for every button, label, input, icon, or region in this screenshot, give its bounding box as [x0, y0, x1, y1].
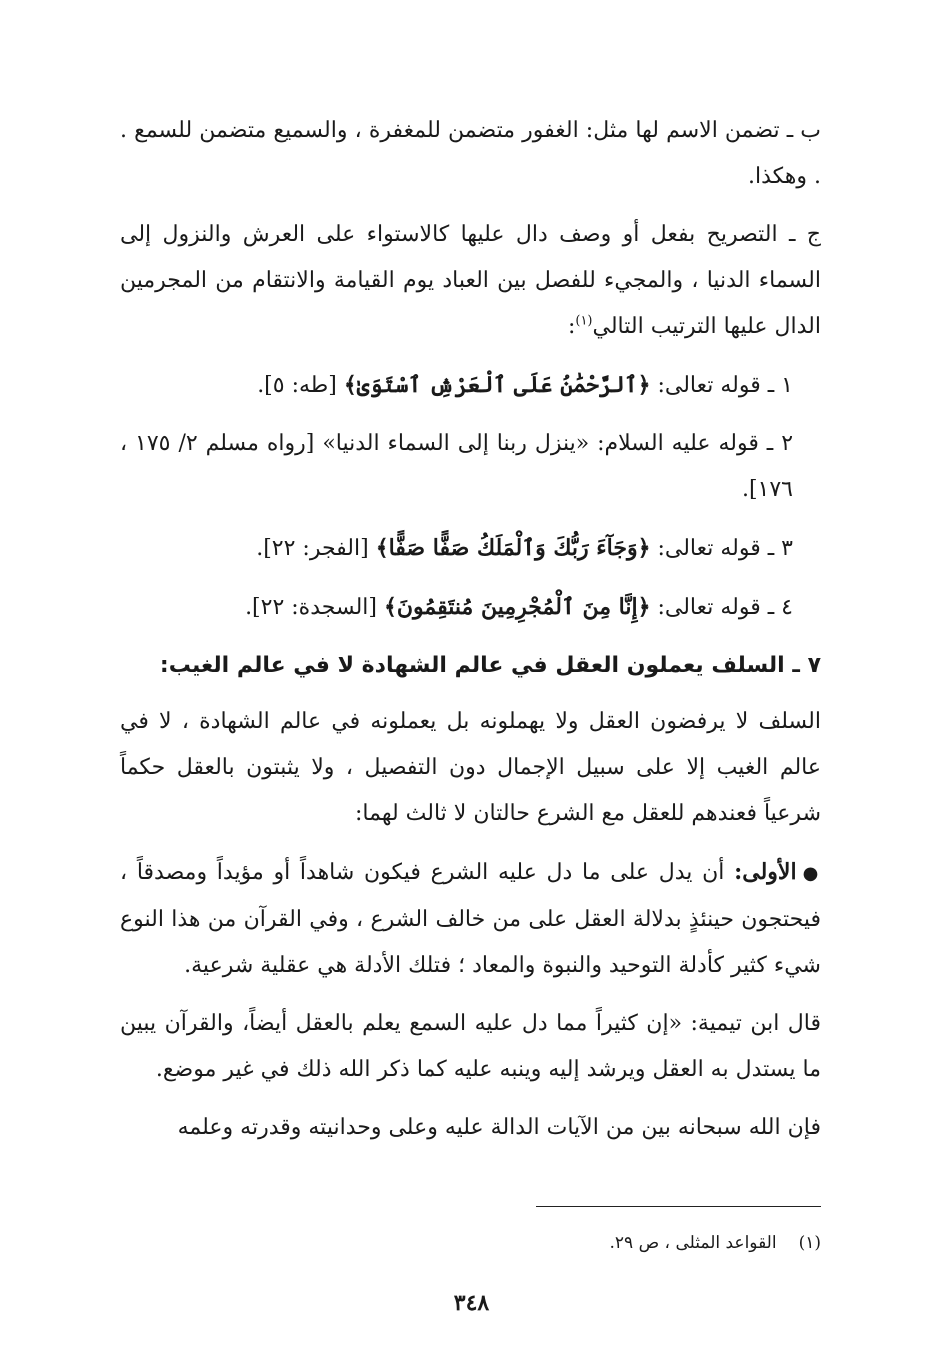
paragraph-j: [120, 212, 821, 350]
list-item-4: [120, 584, 821, 631]
first-case-text: أن يدل على ما دل عليه الشرع فيكون شاهداً أو مؤيداً ومصدقاً ، فيحتجون حينئذٍ بدلالة العقل على من خالف الشرع ، وفي القرآن من هذا النوع شيء كثير كأدلة التوحيد والنبوة والمعاد ؛ فتلك الأدلة هي عقلية شرعية.: [120, 860, 821, 978]
footnote: [120, 1228, 821, 1258]
quran-verse-1: ﴿ٱلرَّحْمَٰنُ عَلَى ٱلْعَرْشِ ٱسْتَوَىٰ﴾: [343, 372, 651, 398]
bullet-icon: ●: [802, 863, 821, 884]
list-item-4-reference: [السجدة: ٢٢].: [245, 595, 384, 620]
paragraph-last: فإن الله سبحانه بين من الآيات الدالة عليه وعلى وحدانيته وقدرته وعلمه: [177, 1115, 821, 1140]
list-item-4-prefix: ٤ ـ قوله تعالى:: [650, 595, 793, 620]
list-item-3-prefix: ٣ ـ قوله تعالى:: [650, 536, 793, 561]
list-item-1-prefix: ١ ـ قوله تعالى:: [650, 373, 793, 398]
quran-verse-3: ﴿وَجَآءَ رَبُّكَ وَٱلْمَلَكُ صَفًّا صَفًّا﴾: [375, 535, 651, 561]
footnote-text: القواعد المثلى ، ص ٢٩.: [609, 1233, 777, 1253]
list-item-3-reference: [الفجر: ٢٢].: [256, 536, 376, 561]
paragraph-j-end: :: [567, 314, 576, 339]
list-item-2: ٢ ـ قوله عليه السلام: «ينزل ربنا إلى السماء الدنيا» [رواه مسلم ٢/ ١٧٥ ، ١٧٦].: [120, 431, 794, 502]
first-case-label: الأولى:: [734, 859, 797, 885]
list-item-1: [120, 362, 821, 409]
footnote-number: (١): [798, 1233, 821, 1253]
page-number: ٣٤٨: [453, 1290, 490, 1316]
list-item-1-reference: [طه: ٥].: [257, 373, 344, 398]
page-body: [120, 108, 821, 1163]
quran-verse-4: ﴿إِنَّا مِنَ ٱلْمُجْرِمِينَ مُنتَقِمُونَ﴾: [383, 594, 651, 620]
paragraph-first-case: [120, 849, 821, 989]
footnote-reference[interactable]: (١): [575, 313, 593, 329]
section-heading-7: ٧ ـ السلف يعملون العقل في عالم الشهادة لا في عالم الغيب:: [159, 653, 821, 678]
paragraph-j-text: ج ـ التصريح بفعل أو وصف دال عليها كالاستواء على العرش والنزول إلى السماء الدنيا ، والمجيء للفصل بين العباد يوم القيامة والانتقام من المجرمين الدال عليها الترتيب التالي: [120, 222, 821, 339]
paragraph-ibn-taymiyya: قال ابن تيمية: «إن كثيراً مما دل عليه السمع يعلم بالعقل أيضاً، والقرآن يبين ما يستدل به العقل ويرشد إليه وينبه عليه كما ذكر الله ذلك في غير موضع.: [120, 1011, 821, 1082]
paragraph-b: ب ـ تضمن الاسم لها مثل: الغفور متضمن للمغفرة ، والسميع متضمن للسمع . . وهكذا.: [120, 118, 821, 189]
list-item-3: [120, 525, 821, 572]
paragraph-salaf: السلف لا يرفضون العقل ولا يهملونه بل يعملونه في عالم الشهادة ، لا في عالم الغيب إلا على سبيل الإجمال دون التفصيل ، ولا يثبتون بالعقل حكماً شرعياً فعندهم للعقل مع الشرع حالتان لا ثالث لهما:: [120, 709, 821, 826]
footnote-divider: [536, 1206, 821, 1207]
